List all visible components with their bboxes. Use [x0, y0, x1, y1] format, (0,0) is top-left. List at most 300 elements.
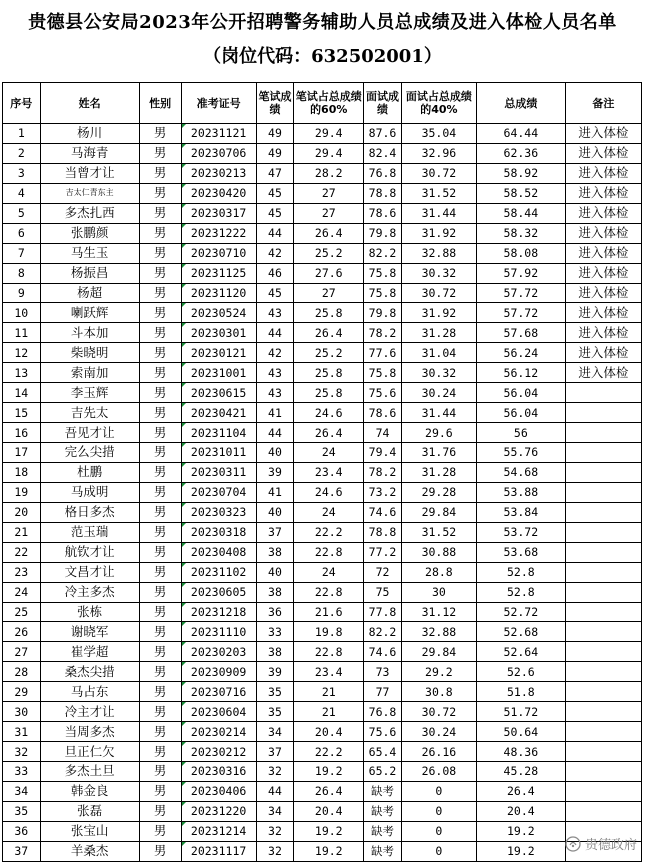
remark: [565, 622, 641, 642]
total-score: 19.2: [476, 821, 565, 841]
table-row: [3, 423, 642, 443]
written-weighted: 26.4: [294, 423, 364, 443]
row-index: 11: [3, 323, 41, 343]
written-weighted: 22.2: [294, 742, 364, 762]
table-row: [3, 323, 642, 343]
results-body: [3, 124, 642, 862]
remark: [565, 642, 641, 662]
row-index: 22: [3, 542, 41, 562]
interview-score: 78.6: [364, 403, 402, 423]
gender: 男: [139, 662, 181, 682]
exam-id: 20230524: [181, 303, 256, 323]
interview-weighted: 30.32: [401, 263, 476, 283]
interview-weighted: 31.04: [401, 343, 476, 363]
interview-weighted: 32.88: [401, 622, 476, 642]
interview-weighted: 30.8: [401, 682, 476, 702]
gender: 男: [139, 163, 181, 183]
header-total-score: 总成绩: [476, 83, 565, 124]
exam-id: 20231110: [181, 622, 256, 642]
candidate-name: 张磊: [40, 801, 139, 821]
written-score: 35: [256, 702, 294, 722]
written-score: 47: [256, 163, 294, 183]
remark: 进入体检: [565, 183, 641, 203]
interview-score: 78.2: [364, 323, 402, 343]
written-score: 43: [256, 363, 294, 383]
candidate-name: 张鹏颜: [40, 223, 139, 243]
interview-weighted: 0: [401, 781, 476, 801]
candidate-name: 杨振昌: [40, 263, 139, 283]
interview-score: 78.6: [364, 203, 402, 223]
gender: 男: [139, 243, 181, 263]
table-row: [3, 522, 642, 542]
total-score: 58.44: [476, 203, 565, 223]
table-row: [3, 383, 642, 403]
written-score: 49: [256, 124, 294, 144]
exam-id: 20230203: [181, 642, 256, 662]
interview-weighted: 30: [401, 582, 476, 602]
row-index: 13: [3, 363, 41, 383]
written-score: 44: [256, 423, 294, 443]
interview-score: 77: [364, 682, 402, 702]
interview-weighted: 29.6: [401, 423, 476, 443]
remark: 进入体检: [565, 143, 641, 163]
written-weighted: 20.4: [294, 801, 364, 821]
gender: 男: [139, 423, 181, 443]
interview-weighted: 26.16: [401, 742, 476, 762]
total-score: 52.68: [476, 622, 565, 642]
total-score: 64.44: [476, 124, 565, 144]
gender: 男: [139, 323, 181, 343]
row-index: 12: [3, 343, 41, 363]
interview-weighted: 29.84: [401, 502, 476, 522]
row-index: 29: [3, 682, 41, 702]
total-score: 48.36: [476, 742, 565, 762]
written-weighted: 25.2: [294, 343, 364, 363]
interview-weighted: 0: [401, 841, 476, 861]
exam-id: 20230704: [181, 482, 256, 502]
remark: 进入体检: [565, 263, 641, 283]
table-row: [3, 841, 642, 861]
candidate-name: 索南加: [40, 363, 139, 383]
interview-score: 73: [364, 662, 402, 682]
interview-score: 82.4: [364, 143, 402, 163]
candidate-name: 当曾才让: [40, 163, 139, 183]
written-weighted: 29.4: [294, 124, 364, 144]
table-row: [3, 243, 642, 263]
header-index: 序号: [3, 83, 41, 124]
table-row: [3, 462, 642, 482]
candidate-name: 崔学超: [40, 642, 139, 662]
table-row: [3, 582, 642, 602]
remark: [565, 602, 641, 622]
row-index: 14: [3, 383, 41, 403]
written-score: 32: [256, 821, 294, 841]
gender: 男: [139, 682, 181, 702]
interview-weighted: 31.28: [401, 323, 476, 343]
candidate-name: 韩金良: [40, 781, 139, 801]
written-score: 42: [256, 243, 294, 263]
header-written-score: 笔试成绩: [256, 83, 294, 124]
table-row: [3, 722, 642, 742]
table-row: [3, 183, 642, 203]
gender: 男: [139, 263, 181, 283]
written-weighted: 25.8: [294, 363, 364, 383]
remark: 进入体检: [565, 124, 641, 144]
interview-score: 74.6: [364, 502, 402, 522]
row-index: 19: [3, 482, 41, 502]
written-score: 35: [256, 682, 294, 702]
remark: [565, 562, 641, 582]
remark: [565, 462, 641, 482]
gender: 男: [139, 143, 181, 163]
interview-score: 75.6: [364, 722, 402, 742]
written-weighted: 26.4: [294, 781, 364, 801]
exam-id: 20231011: [181, 443, 256, 463]
remark: [565, 482, 641, 502]
written-weighted: 27: [294, 183, 364, 203]
written-weighted: 19.8: [294, 622, 364, 642]
gender: 男: [139, 283, 181, 303]
candidate-name: 张宝山: [40, 821, 139, 841]
gender: 男: [139, 821, 181, 841]
written-weighted: 24: [294, 443, 364, 463]
exam-id: 20231102: [181, 562, 256, 582]
total-score: 50.64: [476, 722, 565, 742]
gender: 男: [139, 443, 181, 463]
total-score: 56.24: [476, 343, 565, 363]
exam-id: 20231222: [181, 223, 256, 243]
written-weighted: 22.8: [294, 582, 364, 602]
interview-score: 77.2: [364, 542, 402, 562]
row-index: 17: [3, 443, 41, 463]
written-score: 38: [256, 642, 294, 662]
remark: 进入体检: [565, 283, 641, 303]
written-score: 34: [256, 801, 294, 821]
candidate-name: 柴晓明: [40, 343, 139, 363]
interview-weighted: 26.08: [401, 762, 476, 782]
written-score: 38: [256, 582, 294, 602]
written-score: 32: [256, 841, 294, 861]
gender: 男: [139, 762, 181, 782]
table-row: [3, 343, 642, 363]
interview-weighted: 35.04: [401, 124, 476, 144]
interview-weighted: 31.44: [401, 403, 476, 423]
candidate-name: 文昌才让: [40, 562, 139, 582]
header-interview-score: 面试成绩: [364, 83, 402, 124]
written-weighted: 23.4: [294, 462, 364, 482]
remark: 进入体检: [565, 303, 641, 323]
written-score: 40: [256, 502, 294, 522]
table-row: [3, 163, 642, 183]
written-score: 41: [256, 482, 294, 502]
written-score: 37: [256, 522, 294, 542]
written-score: 32: [256, 762, 294, 782]
exam-id: 20231125: [181, 263, 256, 283]
remark: [565, 662, 641, 682]
interview-weighted: 30.32: [401, 363, 476, 383]
remark: [565, 522, 641, 542]
written-score: 42: [256, 343, 294, 363]
row-index: 16: [3, 423, 41, 443]
remark: [565, 403, 641, 423]
exam-id: 20231214: [181, 821, 256, 841]
total-score: 55.76: [476, 443, 565, 463]
exam-id: 20230710: [181, 243, 256, 263]
exam-id: 20230301: [181, 323, 256, 343]
total-score: 52.6: [476, 662, 565, 682]
row-index: 36: [3, 821, 41, 841]
written-score: 39: [256, 462, 294, 482]
candidate-name: 马占东: [40, 682, 139, 702]
exam-id: 20230909: [181, 662, 256, 682]
written-weighted: 20.4: [294, 722, 364, 742]
row-index: 10: [3, 303, 41, 323]
header-interview-40: 面试占总成绩的40%: [401, 83, 476, 124]
written-score: 45: [256, 283, 294, 303]
written-score: 37: [256, 742, 294, 762]
gender: 男: [139, 582, 181, 602]
remark: 进入体检: [565, 363, 641, 383]
interview-score: 78.2: [364, 462, 402, 482]
total-score: 53.68: [476, 542, 565, 562]
candidate-name: 冷主才让: [40, 702, 139, 722]
interview-score: 78.8: [364, 522, 402, 542]
exam-id: 20230421: [181, 403, 256, 423]
exam-id: 20231001: [181, 363, 256, 383]
interview-weighted: 31.92: [401, 303, 476, 323]
remark: 进入体检: [565, 323, 641, 343]
remark: [565, 582, 641, 602]
row-index: 34: [3, 781, 41, 801]
total-score: 62.36: [476, 143, 565, 163]
interview-score: 缺考: [364, 821, 402, 841]
table-row: [3, 203, 642, 223]
interview-weighted: 31.52: [401, 183, 476, 203]
candidate-name: 冷主多杰: [40, 582, 139, 602]
written-score: 45: [256, 203, 294, 223]
written-score: 45: [256, 183, 294, 203]
row-index: 8: [3, 263, 41, 283]
row-index: 18: [3, 462, 41, 482]
gender: 男: [139, 841, 181, 861]
gender: 男: [139, 801, 181, 821]
remark: 进入体检: [565, 223, 641, 243]
written-score: 38: [256, 542, 294, 562]
document-title: [0, 0, 645, 82]
interview-weighted: 0: [401, 801, 476, 821]
remark: [565, 383, 641, 403]
total-score: 57.72: [476, 283, 565, 303]
table-row: [3, 562, 642, 582]
candidate-name: 多杰土旦: [40, 762, 139, 782]
candidate-name: 完么尖措: [40, 443, 139, 463]
interview-score: 缺考: [364, 801, 402, 821]
candidate-name: 马成明: [40, 482, 139, 502]
exam-id: 20231117: [181, 841, 256, 861]
candidate-name: 李玉辉: [40, 383, 139, 403]
written-score: 49: [256, 143, 294, 163]
candidate-name: 马海青: [40, 143, 139, 163]
table-row: [3, 702, 642, 722]
total-score: 51.8: [476, 682, 565, 702]
candidate-name: 杨川: [40, 124, 139, 144]
total-score: 52.72: [476, 602, 565, 622]
written-score: 46: [256, 263, 294, 283]
exam-id: 20230318: [181, 522, 256, 542]
row-index: 27: [3, 642, 41, 662]
gender: 男: [139, 403, 181, 423]
remark: 进入体检: [565, 343, 641, 363]
total-score: 52.8: [476, 562, 565, 582]
written-score: 34: [256, 722, 294, 742]
interview-score: 缺考: [364, 841, 402, 861]
written-weighted: 25.8: [294, 383, 364, 403]
row-index: 2: [3, 143, 41, 163]
total-score: 57.72: [476, 303, 565, 323]
row-index: 31: [3, 722, 41, 742]
table-row: [3, 482, 642, 502]
total-score: 52.64: [476, 642, 565, 662]
title-main: 贵德县公安局2023年公开招聘警务辅助人员总成绩及进入体检人员名单: [28, 12, 617, 33]
gender: 男: [139, 562, 181, 582]
total-score: 58.52: [476, 183, 565, 203]
total-score: 26.4: [476, 781, 565, 801]
header-written-60: 笔试占总成绩的60%: [294, 83, 364, 124]
written-score: 43: [256, 303, 294, 323]
interview-score: 82.2: [364, 243, 402, 263]
candidate-name: 旦正仁欠: [40, 742, 139, 762]
written-score: 43: [256, 383, 294, 403]
title-position-code: （岗位代码：632502001）: [203, 46, 442, 67]
interview-weighted: 30.72: [401, 163, 476, 183]
candidate-name: 吉先太: [40, 403, 139, 423]
table-row: [3, 622, 642, 642]
candidate-name: 吾见才让: [40, 423, 139, 443]
interview-weighted: 29.2: [401, 662, 476, 682]
total-score: 56.04: [476, 383, 565, 403]
table-row: [3, 143, 642, 163]
interview-score: 79.8: [364, 303, 402, 323]
interview-score: 75.8: [364, 363, 402, 383]
table-row: [3, 821, 642, 841]
remark: [565, 542, 641, 562]
written-score: 44: [256, 781, 294, 801]
exam-id: 20230213: [181, 163, 256, 183]
gender: 男: [139, 622, 181, 642]
row-index: 6: [3, 223, 41, 243]
interview-score: 76.8: [364, 163, 402, 183]
remark: [565, 742, 641, 762]
candidate-name: 吉太仁青东主: [40, 183, 139, 203]
candidate-name: 杜鹏: [40, 462, 139, 482]
written-weighted: 24.6: [294, 482, 364, 502]
written-weighted: 23.4: [294, 662, 364, 682]
interview-score: 74: [364, 423, 402, 443]
remark: [565, 722, 641, 742]
exam-id: 20230316: [181, 762, 256, 782]
remark: 进入体检: [565, 203, 641, 223]
written-score: 44: [256, 223, 294, 243]
written-weighted: 28.2: [294, 163, 364, 183]
exam-id: 20230408: [181, 542, 256, 562]
remark: [565, 702, 641, 722]
total-score: 56.12: [476, 363, 565, 383]
table-row: [3, 223, 642, 243]
row-index: 26: [3, 622, 41, 642]
gender: 男: [139, 343, 181, 363]
interview-weighted: 31.52: [401, 522, 476, 542]
written-weighted: 25.2: [294, 243, 364, 263]
written-weighted: 24: [294, 502, 364, 522]
written-weighted: 25.8: [294, 303, 364, 323]
total-score: 57.92: [476, 263, 565, 283]
written-weighted: 22.2: [294, 522, 364, 542]
written-score: 41: [256, 403, 294, 423]
candidate-name: 当周多杰: [40, 722, 139, 742]
interview-weighted: 31.12: [401, 602, 476, 622]
interview-score: 65.4: [364, 742, 402, 762]
exam-id: 20231220: [181, 801, 256, 821]
exam-id: 20231120: [181, 283, 256, 303]
interview-score: 79.4: [364, 443, 402, 463]
remark: [565, 423, 641, 443]
candidate-name: 斗本加: [40, 323, 139, 343]
interview-weighted: 30.72: [401, 702, 476, 722]
interview-score: 72: [364, 562, 402, 582]
interview-score: 77.8: [364, 602, 402, 622]
table-row: [3, 602, 642, 622]
row-index: 23: [3, 562, 41, 582]
exam-id: 20230121: [181, 343, 256, 363]
watermark: [565, 834, 637, 853]
exam-id: 20230716: [181, 682, 256, 702]
row-index: 21: [3, 522, 41, 542]
gender: 男: [139, 183, 181, 203]
written-weighted: 22.8: [294, 542, 364, 562]
total-score: 57.68: [476, 323, 565, 343]
written-weighted: 24.6: [294, 403, 364, 423]
candidate-name: 格日多杰: [40, 502, 139, 522]
interview-weighted: 30.88: [401, 542, 476, 562]
watermark-text: 贵德政府: [584, 838, 637, 853]
row-index: 7: [3, 243, 41, 263]
table-row: [3, 801, 642, 821]
total-score: 58.32: [476, 223, 565, 243]
written-weighted: 21.6: [294, 602, 364, 622]
total-score: 19.2: [476, 841, 565, 861]
candidate-name: 桑杰尖措: [40, 662, 139, 682]
gender: 男: [139, 303, 181, 323]
candidate-name: 杨超: [40, 283, 139, 303]
total-score: 58.92: [476, 163, 565, 183]
gender: 男: [139, 642, 181, 662]
gender: 男: [139, 203, 181, 223]
table-row: [3, 303, 642, 323]
row-index: 32: [3, 742, 41, 762]
written-score: 40: [256, 562, 294, 582]
exam-id: 20231121: [181, 124, 256, 144]
exam-id: 20230706: [181, 143, 256, 163]
remark: [565, 502, 641, 522]
row-index: 25: [3, 602, 41, 622]
total-score: 53.88: [476, 482, 565, 502]
total-score: 56: [476, 423, 565, 443]
interview-weighted: 0: [401, 821, 476, 841]
exam-id: 20230604: [181, 702, 256, 722]
gender: 男: [139, 383, 181, 403]
exam-id: 20230420: [181, 183, 256, 203]
written-weighted: 26.4: [294, 323, 364, 343]
